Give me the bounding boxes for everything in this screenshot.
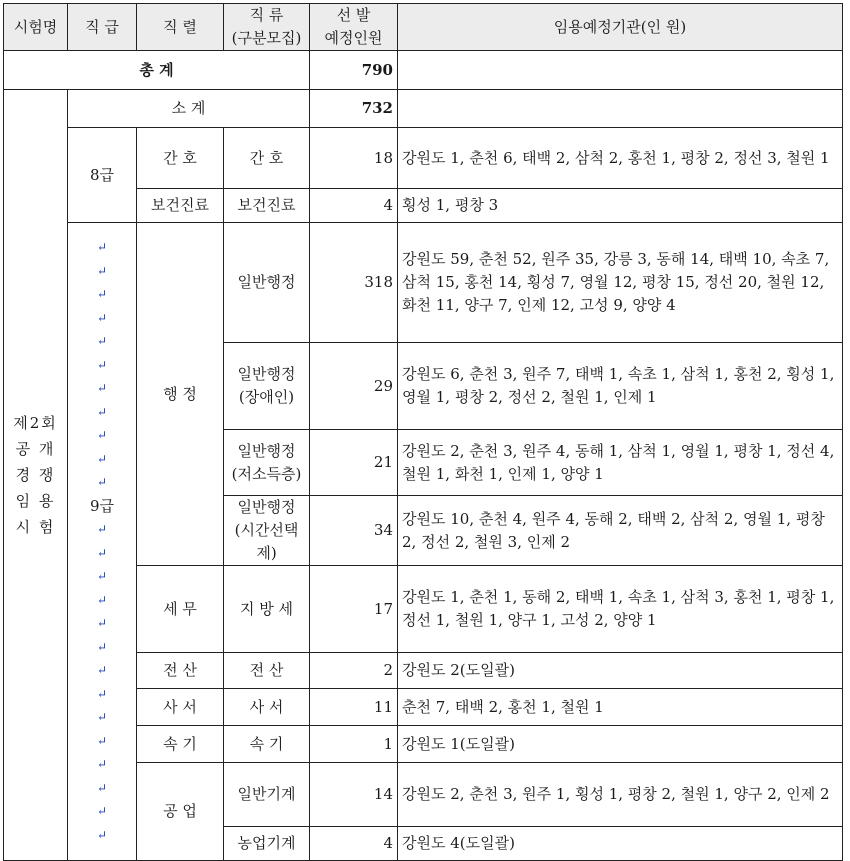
subtotal-agencies (398, 90, 843, 128)
exam-name-line: 임 용 (15, 492, 56, 510)
agencies-library: 춘천 7, 태백 2, 홍천 1, 철원 1 (398, 689, 843, 726)
series-library: 사 서 (137, 689, 224, 726)
header-agencies: 임용예정기관(인 원) (398, 4, 843, 51)
agencies-admin-low-income: 강원도 2, 춘천 3, 원주 4, 동해 1, 삼척 1, 영월 1, 평창 1, 정선 4, 철원 1, 화천 1, 인제 1, 양양 1 (398, 430, 843, 496)
category-admin-disabled (224, 343, 310, 430)
count-admin-disabled: 29 (310, 343, 398, 430)
paragraph-mark: ↵ (96, 475, 108, 489)
paragraph-mark: ↵ (96, 757, 108, 771)
total-label: 총 계 (4, 51, 310, 90)
table-row (4, 223, 843, 343)
category-line: 일반행정 (237, 365, 296, 383)
total-agencies (398, 51, 843, 90)
series-health-clinic: 보건진료 (137, 189, 224, 223)
category-health-clinic: 보건진료 (224, 189, 310, 223)
total-row (4, 51, 843, 90)
count-stenography: 1 (310, 726, 398, 763)
agencies-general-machinery: 강원도 2, 춘천 3, 원주 1, 횡성 1, 평창 2, 철원 1, 양구 2, 인제 2 (398, 763, 843, 827)
category-line: (저소득층) (231, 464, 302, 483)
paragraph-mark: ↵ (96, 522, 108, 536)
series-computing: 전 산 (137, 653, 224, 689)
agencies-health-clinic: 횡성 1, 평창 3 (398, 189, 843, 223)
header-category (224, 4, 310, 51)
header-category-line2: (구분모집) (231, 29, 302, 47)
category-stenography: 속 기 (224, 726, 310, 763)
count-computing: 2 (310, 653, 398, 689)
header-series: 직 렬 (137, 4, 224, 51)
subtotal-label: 소 계 (68, 90, 310, 128)
category-general-machinery: 일반기계 (224, 763, 310, 827)
exam-name (13, 410, 58, 540)
paragraph-mark: ↵ (96, 545, 108, 560)
count-admin-part-time: 34 (310, 496, 398, 566)
header-grade: 직 급 (68, 4, 137, 51)
category-line: 일반행정 (237, 441, 296, 460)
category-line: 일반행정 (237, 498, 296, 516)
recruitment-table (3, 3, 843, 861)
category-line: (장애인) (238, 388, 295, 406)
paragraph-mark: ↵ (96, 804, 108, 818)
category-admin-low-income (224, 430, 310, 496)
count-health-clinic: 4 (310, 189, 398, 223)
exam-name-line: 시 험 (15, 518, 56, 536)
category-library: 사 서 (224, 689, 310, 726)
category-line: 일반행정 (237, 273, 296, 291)
paragraph-mark: ↵ (96, 240, 108, 254)
series-industry: 공 업 (137, 763, 224, 861)
series-tax: 세 무 (137, 566, 224, 653)
category-admin-part-time (224, 496, 310, 566)
paragraph-mark: ↵ (96, 428, 108, 442)
agencies-agricultural-machinery: 강원도 4(도일괄) (398, 827, 843, 861)
count-general-machinery: 14 (310, 763, 398, 827)
category-line: (시간선택제) (234, 521, 299, 562)
count-general-admin: 318 (310, 223, 398, 343)
exam-name-line: 제2회 (13, 414, 58, 432)
total-count: 790 (310, 51, 398, 90)
agencies-local-tax: 강원도 1, 춘천 1, 동해 2, 태백 1, 속초 1, 삼척 3, 홍천 1, 평창 1, 정선 1, 철원 1, 양구 1, 고성 2, 양양 1 (398, 566, 843, 653)
category-nursing: 간 호 (224, 128, 310, 189)
series-administration: 행 정 (137, 223, 224, 566)
count-admin-low-income: 21 (310, 430, 398, 496)
agencies-computing: 강원도 2(도일괄) (398, 653, 843, 689)
exam-name-line: 공 개 (15, 440, 56, 458)
paragraph-mark: ↵ (96, 686, 108, 701)
paragraph-mark: ↵ (96, 334, 108, 348)
category-local-tax: 지 방 세 (224, 566, 310, 653)
table-row (4, 128, 843, 189)
series-nursing: 간 호 (137, 128, 224, 189)
grade-9-cell (68, 223, 137, 861)
exam-name-cell (4, 90, 68, 861)
category-agricultural-machinery: 농업기계 (224, 827, 310, 861)
paragraph-mark: ↵ (96, 639, 108, 654)
agencies-general-admin: 강원도 59, 춘천 52, 원주 35, 강릉 3, 동해 14, 태백 10, 속초 7, 삼척 15, 홍천 14, 횡성 7, 영월 12, 평창 15, 정선 20, 철원 12, 화천 11, 양구 7, 인제 12, 고성 9, 양양 4 (398, 223, 843, 343)
exam-name-line: 경 쟁 (15, 466, 56, 484)
grade-8-label: 8급 (68, 128, 137, 223)
paragraph-mark: ↵ (96, 357, 108, 372)
header-count-line1: 선 발 (336, 6, 371, 24)
grade-9-label: 9급 (89, 496, 115, 515)
paragraph-mark: ↵ (96, 381, 108, 395)
agencies-admin-disabled: 강원도 6, 춘천 3, 원주 7, 태백 1, 속초 1, 삼척 1, 홍천 2, 횡성 1, 영월 1, 평창 2, 정선 2, 철원 1, 인제 1 (398, 343, 843, 430)
header-category-line1: 직 류 (249, 6, 284, 24)
paragraph-mark: ↵ (96, 710, 108, 724)
paragraph-mark: ↵ (96, 404, 108, 419)
header-count-line2: 예정인원 (324, 29, 383, 47)
paragraph-mark: ↵ (96, 616, 108, 630)
agencies-stenography: 강원도 1(도일괄) (398, 726, 843, 763)
agencies-nursing: 강원도 1, 춘천 6, 태백 2, 삼척 2, 홍천 1, 평창 2, 정선 3, 철원 1 (398, 128, 843, 189)
paragraph-mark: ↵ (96, 451, 108, 466)
series-stenography: 속 기 (137, 726, 224, 763)
header-exam: 시험명 (4, 4, 68, 51)
paragraph-mark: ↵ (96, 663, 108, 677)
count-local-tax: 17 (310, 566, 398, 653)
paragraph-mark: ↵ (96, 733, 108, 748)
header-count (310, 4, 398, 51)
paragraph-mark: ↵ (96, 310, 108, 325)
paragraph-mark: ↵ (96, 592, 108, 607)
category-general-admin (224, 223, 310, 343)
count-agricultural-machinery: 4 (310, 827, 398, 861)
subtotal-count: 732 (310, 90, 398, 128)
count-library: 11 (310, 689, 398, 726)
agencies-admin-part-time: 강원도 10, 춘천 4, 원주 4, 동해 2, 태백 2, 삼척 2, 영월 1, 평창 2, 정선 2, 철원 3, 인제 2 (398, 496, 843, 566)
count-nursing: 18 (310, 128, 398, 189)
paragraph-mark: ↵ (96, 780, 108, 795)
paragraph-mark: ↵ (96, 827, 108, 842)
paragraph-mark: ↵ (96, 569, 108, 583)
paragraph-mark: ↵ (96, 263, 108, 278)
header-row (4, 4, 843, 51)
paragraph-mark: ↵ (96, 287, 108, 301)
subtotal-row (4, 90, 843, 128)
category-computing: 전 산 (224, 653, 310, 689)
